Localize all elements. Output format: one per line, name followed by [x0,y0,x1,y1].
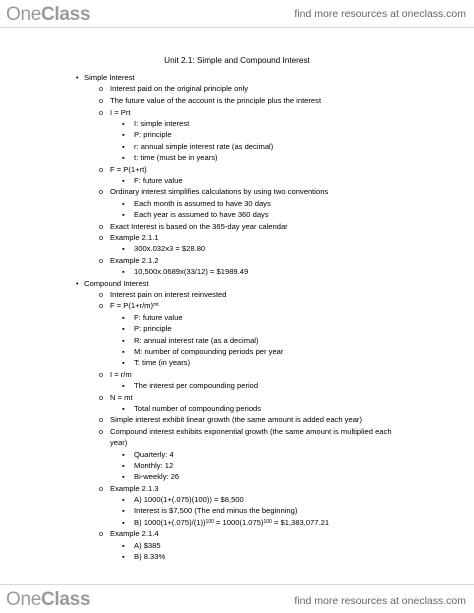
bullet-l2: o [99,301,103,310]
list-item: t: time (must be in years) [134,153,218,162]
list-item: Each year is assumed to have 360 days [134,210,269,219]
formula-item: F = P(1+rt) [110,165,147,174]
example-heading: Example 2.1.3 [110,484,159,493]
resources-link[interactable]: find more resources at oneclass.com [294,8,466,20]
calc-exponent: 100 [263,519,272,525]
bottom-banner [0,586,474,613]
bullet-l3: ▪ [122,472,125,481]
top-banner [0,0,474,30]
list-item: Ordinary interest simplifies calculations by using two conventions [110,187,329,196]
bullet-l3: ▪ [122,210,125,219]
calculation: 300x.032x3 = $28.80 [134,244,206,253]
oneclass-logo[interactable] [6,4,90,26]
calculation [134,518,329,528]
bullet-l3: ▪ [122,244,125,253]
list-item: F: future value [134,176,183,185]
list-item: I: simple interest [134,119,190,128]
logo-text-bold: Class [41,589,91,610]
logo-text-light: One [6,4,42,25]
bullet-l1: • [76,73,79,82]
bullet-l3: ▪ [122,518,125,527]
list-item: Simple interest exhibit linear growth (the same amount is added each year) [110,415,362,424]
calculation: B) 8.33% [134,552,166,561]
bullet-l2: o [99,529,103,538]
calc-exponent: 100 [205,519,214,525]
bullet-l2: o [99,415,103,424]
bullet-l3: ▪ [122,130,125,139]
footer-divider [0,584,474,585]
calculation: A) $385 [134,541,161,550]
bullet-l3: ▪ [122,461,125,470]
oneclass-logo[interactable] [6,589,90,611]
formula-item: I = r/m [110,370,132,379]
list-item: r: annual simple interest rate (as decimal) [134,142,274,151]
formula-item: I = Prt [110,108,131,117]
bullet-l3: ▪ [122,313,125,322]
list-item: Quarterly: 4 [134,450,174,459]
list-item: Bi-weekly: 26 [134,472,180,481]
bullet-l3: ▪ [122,119,125,128]
bullet-l2: o [99,187,103,196]
bullet-l2: o [99,108,103,117]
bullet-l2: o [99,370,103,379]
bullet-l3: ▪ [122,541,125,550]
bullet-l3: ▪ [122,176,125,185]
list-item: T: time (in years) [134,358,191,367]
list-item: The interest per compounding period [134,381,259,390]
bullet-l3: ▪ [122,450,125,459]
list-item: P: principle [134,130,172,139]
list-item: Interest pain on interest reinvested [110,290,227,299]
list-item: The future value of the account is the principle plus the interest [110,96,322,105]
list-item: Each month is assumed to have 30 days [134,199,271,208]
bullet-l2: o [99,393,103,402]
resources-link[interactable]: find more resources at oneclass.com [294,595,466,607]
bullet-l3: ▪ [122,153,125,162]
bullet-l2: o [99,290,103,299]
example-heading: Example 2.1.4 [110,529,159,538]
bullet-l3: ▪ [122,336,125,345]
calculation: A) 1000(1+(.075)(100)) = $8,500 [134,495,244,504]
bullet-l2: o [99,427,103,436]
calculation: 10,500x.0689x(33/12) = $1989.49 [134,267,249,276]
calc-part: B) 1000(1+(.075)/(1)) [134,518,206,527]
bullet-l1: • [76,279,79,288]
bullet-l3: ▪ [122,506,125,515]
list-item: M: number of compounding periods per year [134,347,284,356]
header-divider [0,27,474,28]
formula-item: N = mt [110,393,133,402]
bullet-l3: ▪ [122,142,125,151]
page-title: Unit 2.1: Simple and Compound Interest [164,56,310,65]
bullet-l2: o [99,256,103,265]
bullet-l3: ▪ [122,324,125,333]
logo-text-bold: Class [41,4,91,25]
list-item: Compound interest exhibits exponential growth (the same amount is multiplied each [110,427,392,436]
list-item: P: principle [134,324,172,333]
list-item: F: future value [134,313,183,322]
formula-exponent: mt [153,302,159,308]
list-item: Total number of compounding periods [134,404,262,413]
example-heading: Example 2.1.1 [110,233,159,242]
calc-part: = $1,383,077.21 [271,518,330,527]
bullet-l2: o [99,96,103,105]
list-item: Exact Interest is based on the 365-day year calendar [110,222,288,231]
bullet-l3: ▪ [122,552,125,561]
section-heading: Simple Interest [84,73,135,82]
logo-text-light: One [6,589,42,610]
bullet-l3: ▪ [122,381,125,390]
calc-part: = 1000(1.075) [213,518,264,527]
bullet-l2: o [99,222,103,231]
bullet-l3: ▪ [122,404,125,413]
formula-base: F = P(1+r/m) [110,301,154,310]
calculation: Interest is $7,500 (The end minus the beginning) [134,506,298,515]
list-item: Interest paid on the original principle only [110,84,249,93]
bullet-l2: o [99,165,103,174]
bullet-l3: ▪ [122,347,125,356]
bullet-l3: ▪ [122,358,125,367]
list-item-continuation: year) [110,438,128,447]
section-heading: Compound Interest [84,279,149,288]
formula-item [110,301,159,311]
list-item: R: annual interest rate (as a decimal) [134,336,259,345]
bullet-l2: o [99,84,103,93]
bullet-l3: ▪ [122,495,125,504]
bullet-l3: ▪ [122,267,125,276]
bullet-l3: ▪ [122,199,125,208]
bullet-l2: o [99,233,103,242]
example-heading: Example 2.1.2 [110,256,159,265]
bullet-l2: o [99,484,103,493]
list-item: Monthly: 12 [134,461,174,470]
